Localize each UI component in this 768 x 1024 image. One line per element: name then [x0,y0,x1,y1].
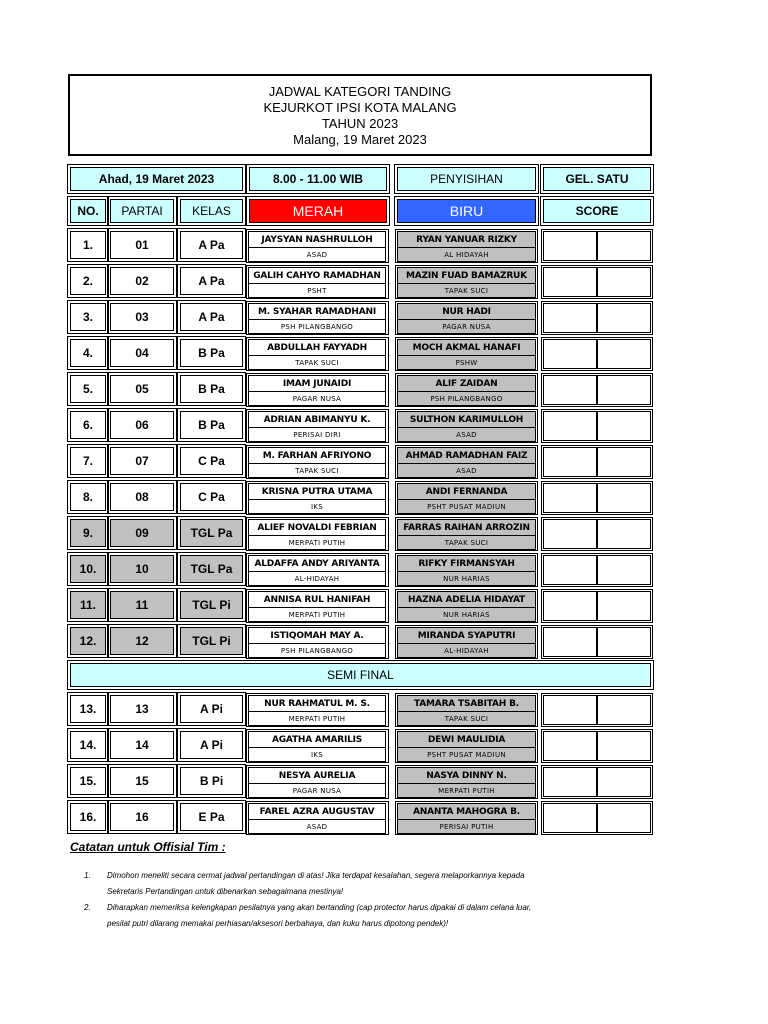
merah-athlete-name: M. SYAHAR RAMADHANI [248,303,386,320]
biru-athlete-name: HAZNA ADELIA HIDAYAT [397,591,536,608]
note-2-line-2: pesilat putri dilarang memakai perhiasan/aksesori berbahaya, dan kuku harus dipotong pendek)! [107,919,449,928]
row-partai: 12 [110,627,174,655]
score-biru-cell[interactable] [597,695,651,725]
merah-athlete-name: ALDAFFA ANDY ARIYANTA [248,555,386,572]
score-merah-cell[interactable] [543,731,597,761]
biru-athlete-name: ANANTA MAHOGRA B. [397,803,536,820]
biru-athlete-name: RIFKY FIRMANSYAH [397,555,536,572]
biru-athlete-name: MOCH AKMAL HANAFI [397,339,536,356]
score-biru-cell[interactable] [597,803,651,833]
score-merah-cell[interactable] [543,339,597,369]
score-biru-cell[interactable] [597,591,651,621]
score-merah-cell[interactable] [543,803,597,833]
title-box [68,74,652,156]
biru-athlete-club: TAPAK SUCI [397,284,536,298]
score-merah-cell[interactable] [543,695,597,725]
merah-athlete-club: PERISAI DIRI [248,428,386,442]
row-kelas: B Pa [180,411,243,439]
merah-athlete-name: ADRIAN ABIMANYU K. [248,411,386,428]
row-kelas: A Pi [180,695,243,723]
merah-athlete-name: FAREL AZRA AUGUSTAV [248,803,386,820]
col-kelas: KELAS [180,199,243,223]
row-partai: 13 [110,695,174,723]
merah-athlete-name: NUR RAHMATUL M. S. [248,695,386,712]
merah-athlete-name: M. FARHAN AFRIYONO [248,447,386,464]
biru-athlete-name: ANDI FERNANDA [397,483,536,500]
biru-athlete-club: NUR HARIAS [397,608,536,622]
merah-athlete-club: ASAD [248,248,386,262]
biru-athlete-name: MIRANDA SYAPUTRI [397,627,536,644]
merah-athlete-club: IKS [248,748,386,762]
score-biru-cell[interactable] [597,483,651,513]
row-number: 13. [70,695,106,723]
col-score: SCORE [543,199,651,223]
row-kelas: TGL Pi [180,591,243,619]
merah-athlete-club: PAGAR NUSA [248,392,386,406]
score-biru-cell[interactable] [597,231,651,261]
row-number: 14. [70,731,106,759]
merah-athlete-name: IMAM JUNAIDI [248,375,386,392]
row-partai: 10 [110,555,174,583]
score-biru-cell[interactable] [597,555,651,585]
biru-athlete-name: NUR HADI [397,303,536,320]
merah-athlete-club: PSH PILANGBANGO [248,320,386,334]
row-partai: 08 [110,483,174,511]
note-1 [84,868,684,900]
merah-athlete-club: PSHT [248,284,386,298]
title-line-2: KEJURKOT IPSI KOTA MALANG [263,100,457,115]
row-partai: 16 [110,803,174,831]
row-number: 7. [70,447,106,475]
row-kelas: A Pa [180,267,243,295]
col-no: NO. [70,199,106,223]
merah-athlete-name: ALIEF NOVALDI FEBRIAN [248,519,386,536]
row-kelas: A Pa [180,231,243,259]
biru-athlete-name: RYAN YANUAR RIZKY [397,231,536,248]
row-partai: 15 [110,767,174,795]
row-kelas: A Pa [180,303,243,331]
row-number: 11. [70,591,106,619]
merah-athlete-club: MERPATI PUTIH [248,608,386,622]
biru-athlete-club: PERISAI PUTIH [397,820,536,834]
merah-athlete-club: MERPATI PUTIH [248,712,386,726]
biru-athlete-club: ASAD [397,428,536,442]
row-partai: 05 [110,375,174,403]
row-number: 12. [70,627,106,655]
score-merah-cell[interactable] [543,411,597,441]
row-partai: 01 [110,231,174,259]
biru-athlete-club: PSHT PUSAT MADIUN [397,748,536,762]
note-2 [84,900,684,932]
note-1-line-1: Dimohon meneliti secara cermat jadwal pertandingan di atas! Jika terdapat kesalahan, segera melaporkannya kepada [107,871,525,880]
score-merah-cell[interactable] [543,555,597,585]
merah-athlete-name: ISTIQOMAH MAY A. [248,627,386,644]
merah-athlete-club: IKS [248,500,386,514]
merah-athlete-club: AL-HIDAYAH [248,572,386,586]
biru-athlete-name: NASYA DINNY N. [397,767,536,784]
title-line-3: TAHUN 2023 [321,116,399,131]
score-biru-cell[interactable] [597,767,651,797]
biru-athlete-name: FARRAS RAIHAN ARROZIN [397,519,536,536]
biru-athlete-club: ASAD [397,464,536,478]
row-number: 8. [70,483,106,511]
score-merah-cell[interactable] [543,303,597,333]
score-biru-cell[interactable] [597,447,651,477]
row-kelas: A Pi [180,731,243,759]
col-biru: BIRU [397,199,536,223]
row-number: 10. [70,555,106,583]
merah-athlete-name: NESYA AURELIA [248,767,386,784]
merah-athlete-name: ANNISA RUL HANIFAH [248,591,386,608]
biru-athlete-club: MERPATI PUTIH [397,784,536,798]
notes-title: Catatan untuk Offisial Tim : [70,840,226,854]
score-merah-cell[interactable] [543,267,597,297]
col-merah: MERAH [249,199,387,223]
row-number: 1. [70,231,106,259]
row-kelas: TGL Pa [180,519,243,547]
row-partai: 02 [110,267,174,295]
row-kelas: C Pa [180,483,243,511]
biru-athlete-club: NUR HARIAS [397,572,536,586]
session-cell: GEL. SATU [543,167,651,191]
merah-athlete-club: TAPAK SUCI [248,356,386,370]
biru-athlete-name: MAZIN FUAD BAMAZRUK [397,267,536,284]
score-biru-cell[interactable] [597,375,651,405]
merah-athlete-club: PAGAR NUSA [248,784,386,798]
title-date: Malang, 19 Maret 2023 [293,132,427,147]
merah-athlete-club: TAPAK SUCI [248,464,386,478]
row-partai: 04 [110,339,174,367]
biru-athlete-name: AHMAD RAMADHAN FAIZ [397,447,536,464]
row-partai: 07 [110,447,174,475]
merah-athlete-club: MERPATI PUTIH [248,536,386,550]
row-kelas: TGL Pa [180,555,243,583]
note-2-number: 2. [84,903,91,912]
score-biru-cell[interactable] [597,267,651,297]
row-partai: 11 [110,591,174,619]
merah-athlete-name: ABDULLAH FAYYADH [248,339,386,356]
biru-athlete-name: ALIF ZAIDAN [397,375,536,392]
row-number: 9. [70,519,106,547]
score-biru-cell[interactable] [597,627,651,657]
merah-athlete-name: GALIH CAHYO RAMADHAN [248,267,386,284]
biru-athlete-name: SULTHON KARIMULLOH [397,411,536,428]
biru-athlete-name: TAMARA TSABITAH B. [397,695,536,712]
row-number: 5. [70,375,106,403]
row-number: 6. [70,411,106,439]
score-biru-cell[interactable] [597,731,651,761]
row-partai: 14 [110,731,174,759]
row-kelas: B Pi [180,767,243,795]
note-1-line-2: Sekretaris Pertandingan untuk dibenarkan sebagaimana mestinya! [107,887,344,896]
score-merah-cell[interactable] [543,231,597,261]
score-merah-cell[interactable] [543,627,597,657]
biru-athlete-club: PSHW [397,356,536,370]
biru-athlete-club: PAGAR NUSA [397,320,536,334]
row-number: 16. [70,803,106,831]
score-merah-cell[interactable] [543,447,597,477]
row-partai: 03 [110,303,174,331]
time-cell: 8.00 - 11.00 WIB [249,167,387,191]
score-merah-cell[interactable] [543,519,597,549]
biru-athlete-club: AL-HIDAYAH [397,644,536,658]
row-kelas: TGL Pi [180,627,243,655]
row-kelas: B Pa [180,375,243,403]
row-number: 15. [70,767,106,795]
note-1-number: 1. [84,871,91,880]
day-cell: Ahad, 19 Maret 2023 [70,167,243,191]
semi-final-banner: SEMI FINAL [70,663,651,687]
biru-athlete-club: AL HIDAYAH [397,248,536,262]
merah-athlete-club: ASAD [248,820,386,834]
row-kelas: E Pa [180,803,243,831]
biru-athlete-club: TAPAK SUCI [397,536,536,550]
row-partai: 09 [110,519,174,547]
score-merah-cell[interactable] [543,483,597,513]
row-kelas: B Pa [180,339,243,367]
row-partai: 06 [110,411,174,439]
biru-athlete-club: PSH PILANGBANGO [397,392,536,406]
row-number: 3. [70,303,106,331]
row-number: 4. [70,339,106,367]
row-number: 2. [70,267,106,295]
biru-athlete-name: DEWI MAULIDIA [397,731,536,748]
score-merah-cell[interactable] [543,767,597,797]
score-biru-cell[interactable] [597,303,651,333]
score-merah-cell[interactable] [543,375,597,405]
biru-athlete-club: TAPAK SUCI [397,712,536,726]
score-biru-cell[interactable] [597,339,651,369]
biru-athlete-club: PSHT PUSAT MADIUN [397,500,536,514]
row-kelas: C Pa [180,447,243,475]
col-partai: PARTAI [110,199,174,223]
stage-cell: PENYISIHAN [397,167,536,191]
merah-athlete-name: JAYSYAN NASHRULLOH [248,231,386,248]
merah-athlete-club: PSH PILANGBANGO [248,644,386,658]
note-2-line-1: Diharapkan memeriksa kelengkapan pesilatnya yang akan bertanding (cap protector harus dipakai di dalam celana luar, [107,903,532,912]
merah-athlete-name: KRISNA PUTRA UTAMA [248,483,386,500]
score-biru-cell[interactable] [597,411,651,441]
merah-athlete-name: AGATHA AMARILIS [248,731,386,748]
title-line-1: JADWAL KATEGORI TANDING [268,84,452,99]
score-biru-cell[interactable] [597,519,651,549]
score-merah-cell[interactable] [543,591,597,621]
